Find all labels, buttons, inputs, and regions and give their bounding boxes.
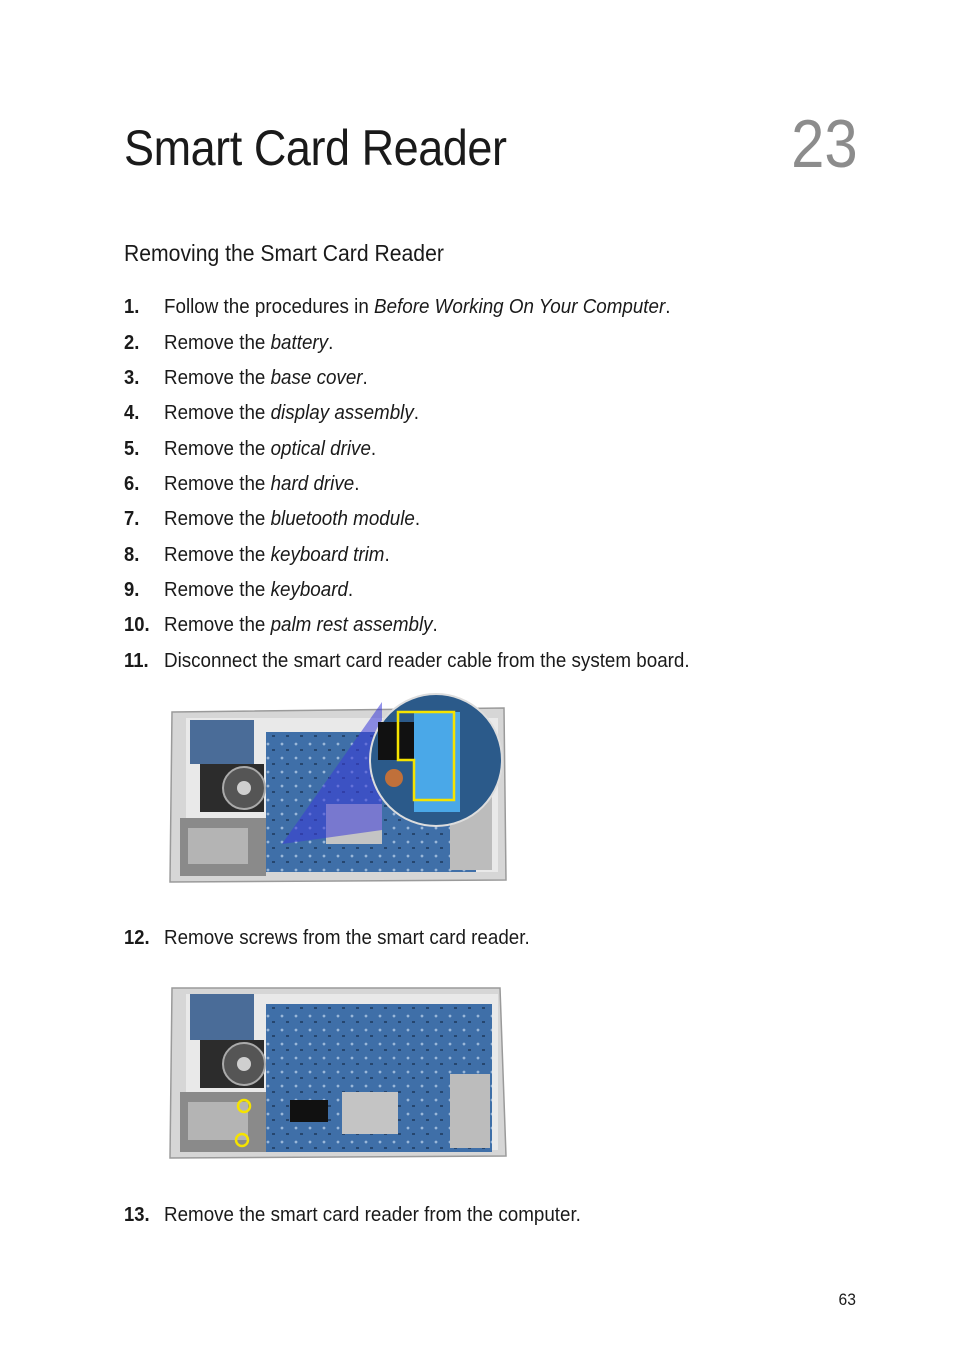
left-board: [190, 994, 254, 1040]
link-palm-rest-assembly[interactable]: palm rest assembly: [270, 614, 433, 636]
step-8: 8. Remove the keyboard trim.: [124, 544, 390, 566]
step-13: 13. Remove the smart card reader from the computer.: [124, 1204, 581, 1226]
link-hard-drive[interactable]: hard drive: [270, 473, 355, 495]
link-display-assembly[interactable]: display assembly: [270, 402, 414, 424]
step-4: 4. Remove the display assembly.: [124, 402, 419, 424]
link-battery[interactable]: battery: [270, 332, 329, 354]
step-7: 7. Remove the bluetooth module.: [124, 508, 421, 530]
step-6: 6. Remove the hard drive.: [124, 473, 360, 495]
step-12: 12. Remove screws from the smart card reader.: [124, 927, 530, 949]
step-11: 11. Disconnect the smart card reader cable from the system board.: [124, 650, 690, 672]
left-board: [190, 720, 254, 764]
link-base-cover[interactable]: base cover: [270, 367, 363, 389]
page-number: 63: [838, 1290, 856, 1309]
link-keyboard[interactable]: keyboard: [270, 579, 348, 601]
card-slot: [450, 1074, 490, 1148]
link-keyboard-trim[interactable]: keyboard trim: [270, 544, 385, 566]
smart-card-reader-plate: [188, 828, 248, 864]
step-3: 3. Remove the base cover.: [124, 367, 368, 389]
figure-cable-disconnect: [166, 684, 508, 886]
link-before-working[interactable]: Before Working On Your Computer: [374, 296, 666, 318]
step-2: 2. Remove the battery.: [124, 332, 334, 354]
step-5: 5. Remove the optical drive.: [124, 438, 377, 460]
cable-connector: [290, 1100, 328, 1122]
chapter-number: 23: [791, 106, 858, 182]
cable-connector: [378, 722, 414, 760]
step-1: 1. Follow the procedures in Before Working On Your Computer.: [124, 296, 671, 318]
shield-plate: [342, 1092, 398, 1134]
figure-screws: [166, 984, 508, 1162]
step-9: 9. Remove the keyboard.: [124, 579, 354, 601]
section-heading: Removing the Smart Card Reader: [124, 240, 444, 266]
link-bluetooth-module[interactable]: bluetooth module: [270, 508, 415, 530]
chapter-title: Smart Card Reader: [124, 120, 507, 176]
fan-hub: [237, 781, 251, 795]
link-optical-drive[interactable]: optical drive: [270, 438, 371, 460]
screw-icon: [385, 769, 403, 787]
step-10: 10. Remove the palm rest assembly.: [124, 614, 438, 636]
fan-hub: [237, 1057, 251, 1071]
